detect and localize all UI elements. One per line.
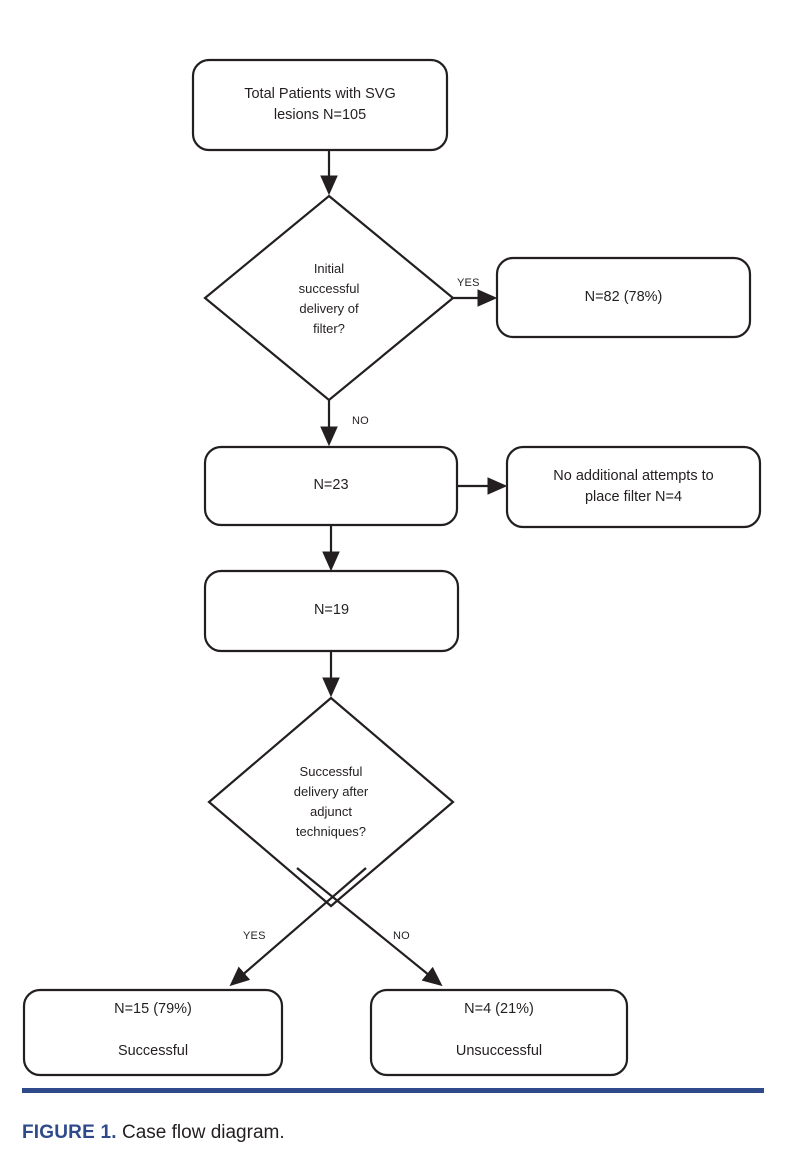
node-n23 [205,447,457,525]
node-decision-adjunct-techniques-label: Successful delivery after adjunct techniques? [293,763,369,840]
figure-caption [22,1122,285,1144]
node-decision-adjunct-techniques [209,698,453,906]
figure-number: FIGURE 1. [22,1122,117,1143]
node-unsuccessful [371,990,627,1075]
node-successful-count-label: N=15 (79%) [114,1001,192,1018]
node-no-additional-attempts-label: No additional attempts to place filter N=4 [553,467,714,505]
edge-decision2-no [297,868,440,984]
node-n82-label: N=82 (78%) [584,288,663,305]
edge-decision2-yes [232,868,366,984]
node-successful [24,990,282,1075]
edge-label-no-initial: NO [352,415,369,427]
node-successful-text-label: Successful [117,1043,189,1060]
node-no-additional-attempts [507,447,760,527]
node-total-patients [193,60,447,150]
edge-label-no-adjunct: NO [393,930,410,942]
node-n19 [205,571,458,651]
node-n19-label: N=19 [313,602,350,619]
edge-label-yes-initial: YES [457,277,480,289]
node-unsuccessful-text-label: Unsuccessful [455,1043,543,1060]
caption-divider [22,1088,764,1093]
node-total-patients-label: Total Patients with SVG lesions N=105 [244,85,396,123]
figure-caption-text: Case flow diagram. [116,1122,285,1143]
node-unsuccessful-count-label: N=4 (21%) [464,1001,534,1018]
node-n82 [497,258,750,337]
node-n23-label: N=23 [313,477,349,494]
node-decision-initial-delivery-label: Initial successful delivery of filter? [298,260,360,337]
edge-label-yes-adjunct: YES [243,930,266,942]
node-decision-initial-delivery [205,196,453,400]
